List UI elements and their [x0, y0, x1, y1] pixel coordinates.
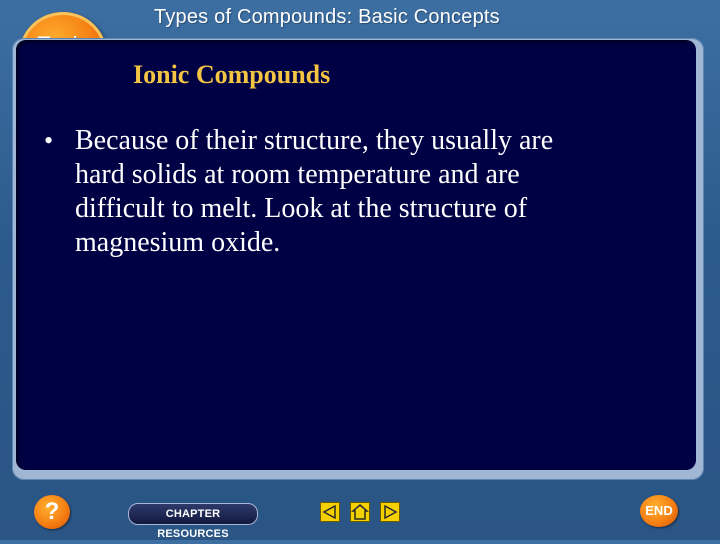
bullet-line: Because of their structure, they usually are: [75, 125, 554, 156]
house-icon: [351, 503, 369, 521]
previous-button[interactable]: [320, 502, 340, 522]
section-title: Ionic Compounds: [133, 60, 331, 89]
chapter-resources-button[interactable]: CHAPTER RESOURCES: [128, 503, 258, 525]
next-button[interactable]: [380, 502, 400, 522]
bullet-text: [75, 124, 675, 260]
bullet-marker: •: [44, 126, 54, 155]
triangle-left-icon: [321, 503, 339, 521]
home-button[interactable]: [350, 502, 370, 522]
bullet-line: magnesium oxide.: [75, 227, 281, 258]
header-title: Types of Compounds: Basic Concepts: [154, 6, 500, 28]
end-button[interactable]: END: [640, 495, 678, 527]
bullet-line: hard solids at room temperature and are: [75, 159, 520, 190]
bullet-line: difficult to melt. Look at the structure of: [75, 193, 528, 224]
triangle-right-icon: [381, 503, 399, 521]
help-button[interactable]: ?: [34, 495, 70, 529]
